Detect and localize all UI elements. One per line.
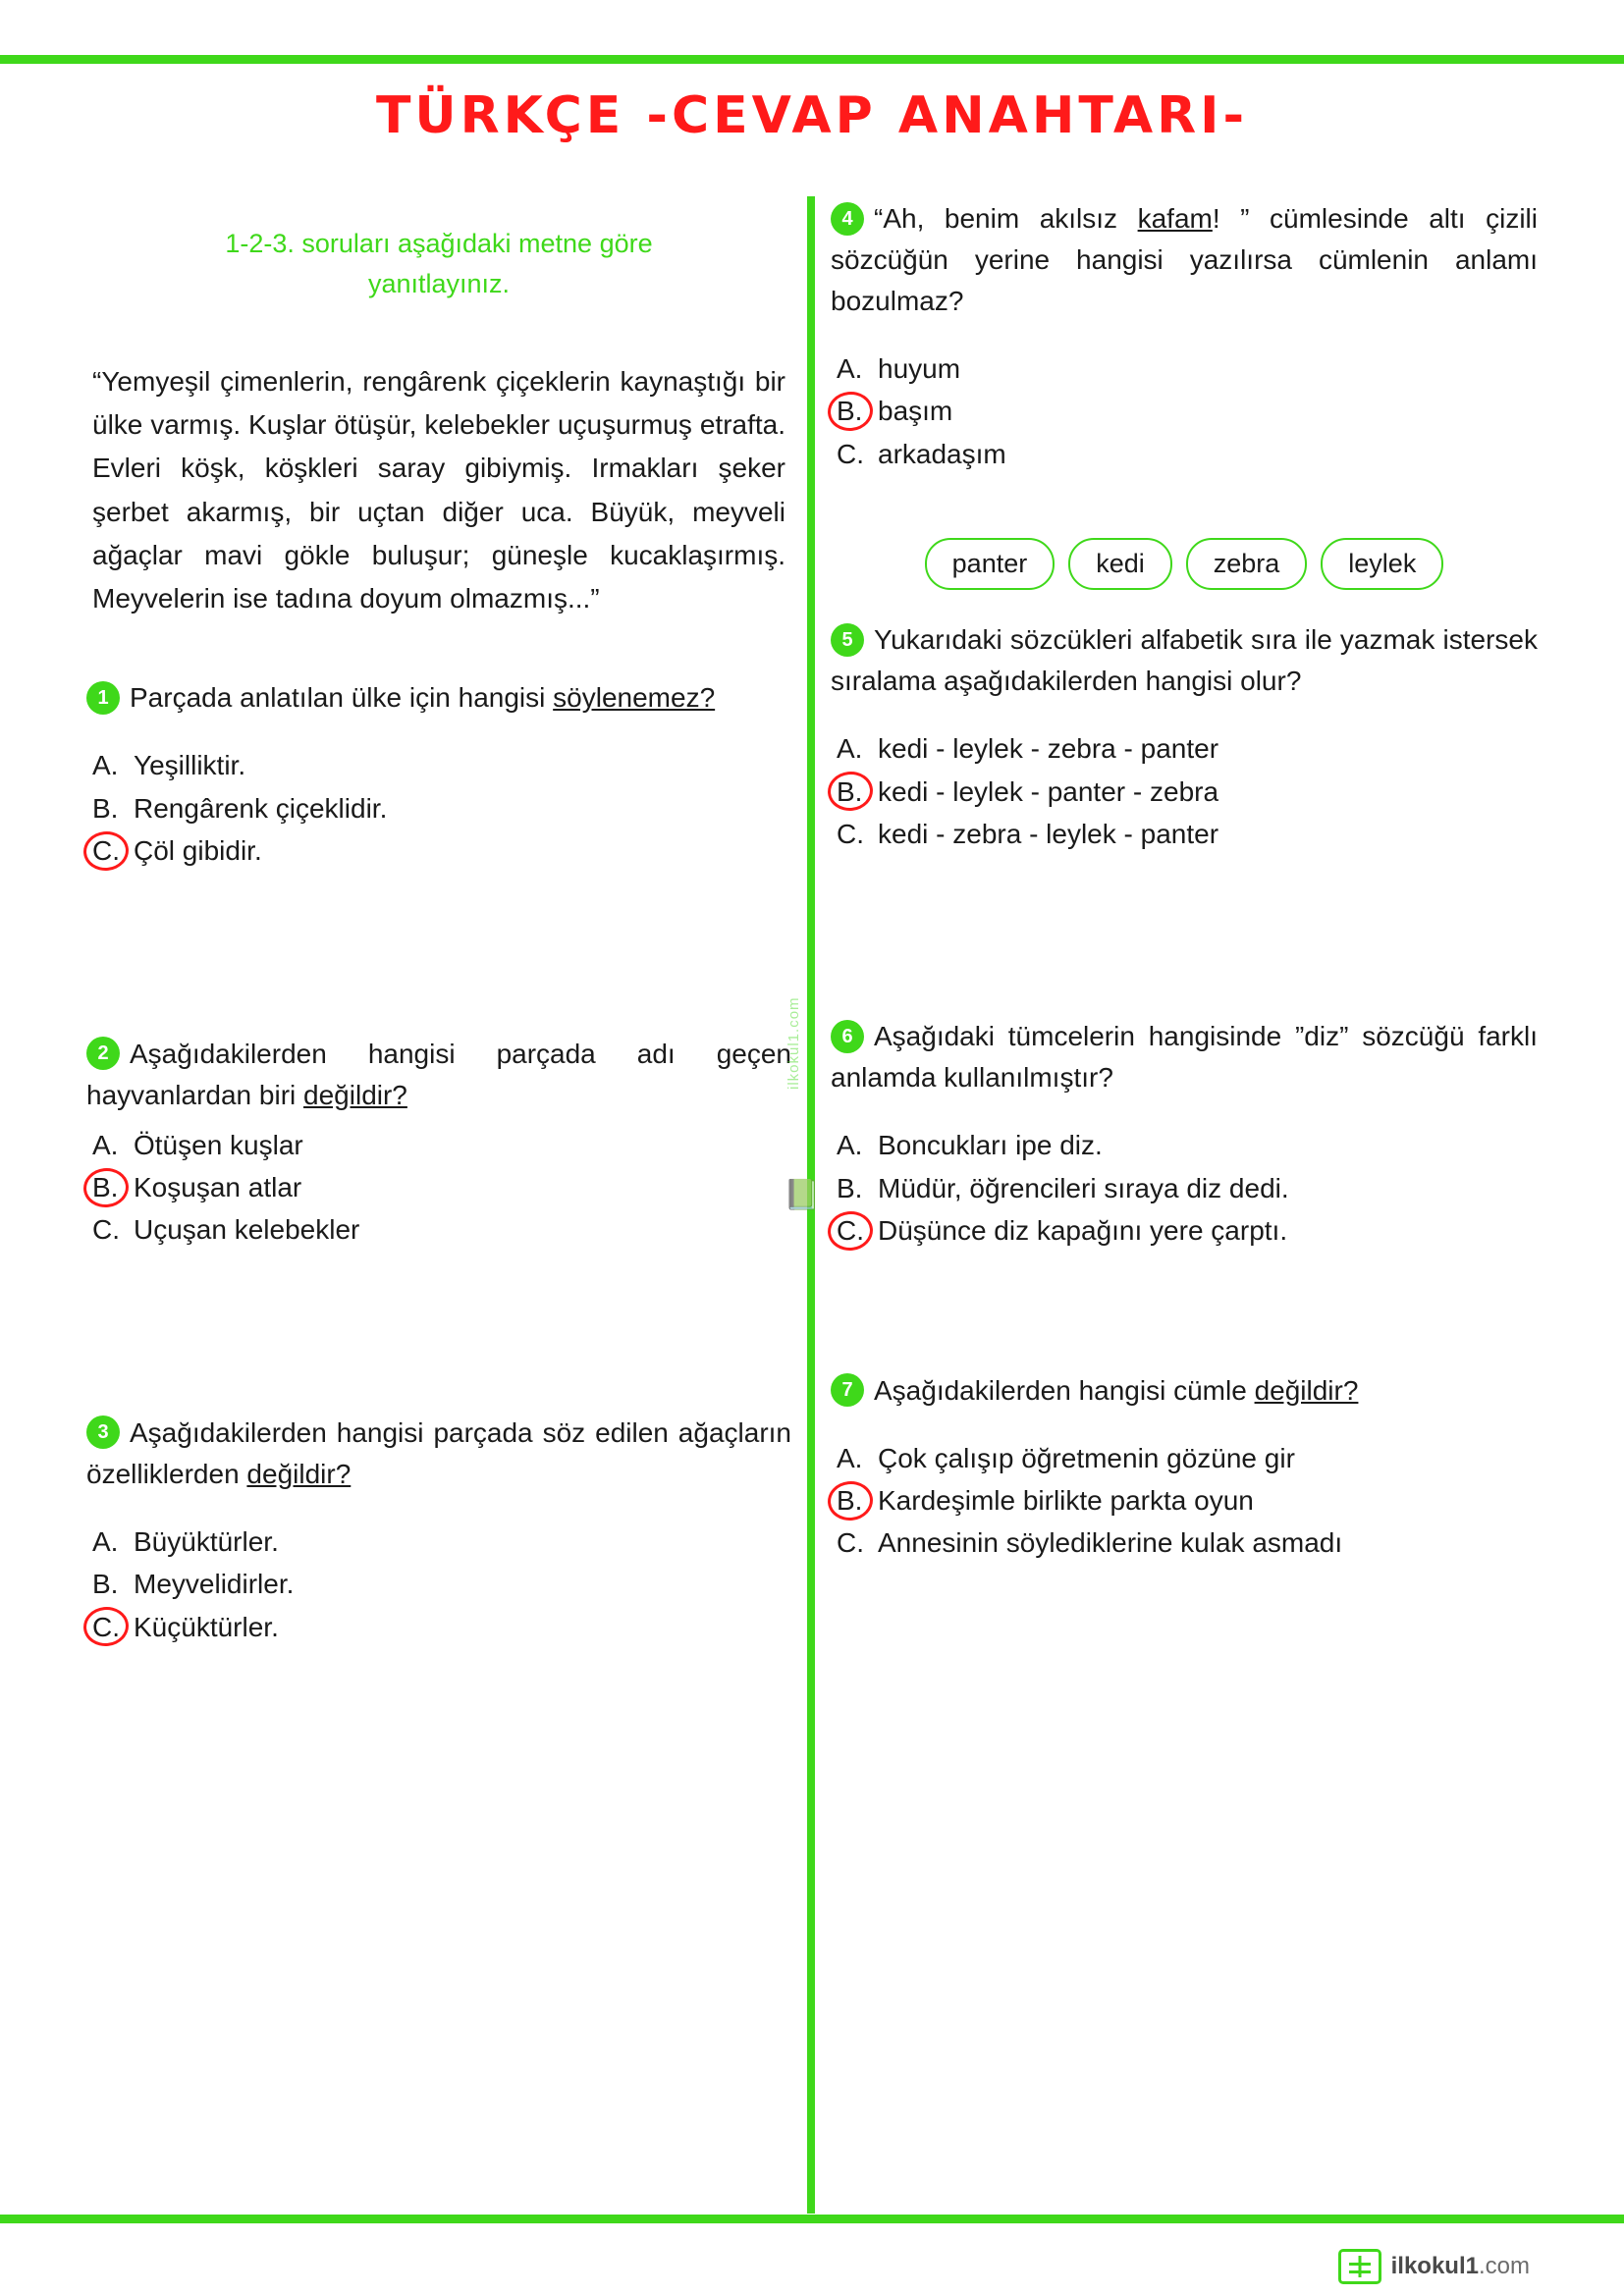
question-1-text: Parçada anlatılan ülke için hangisi [130,682,554,714]
option-3a-text: Büyüktürler. [134,1525,279,1557]
question-4 [831,198,1538,475]
option-7b-text: Kardeşimle birlikte parkta oyun [878,1484,1254,1516]
option-1a-letter: A. [92,750,119,781]
word-chip-panter: panter [925,538,1056,590]
option-1b-letter: B. [92,792,119,824]
instructions-text: 1-2-3. soruları aşağıdaki metne göre yanıtlayınız. [225,229,653,298]
question-2-number: 2 [86,1037,120,1070]
right-spacer-2 [831,1298,1538,1370]
question-2-prompt [86,1034,791,1116]
question-6-options [831,1124,1538,1252]
question-6-number: 6 [831,1020,864,1053]
option-6c-letter: C. [837,1209,878,1252]
option-2c[interactable] [86,1208,791,1251]
question-1 [86,677,791,872]
option-6b-letter: B. [837,1172,863,1203]
option-5a[interactable] [831,727,1538,770]
question-4-options [831,347,1538,475]
question-1-options [86,744,791,872]
option-1a[interactable] [86,744,791,786]
option-6b-text: Müdür, öğrencileri sıraya diz dedi. [878,1172,1289,1203]
option-1a-text: Yeşilliktir. [134,750,246,781]
option-1c-text: Çöl gibidir. [134,835,262,867]
option-5a-text: kedi - leylek - zebra - panter [878,733,1219,765]
question-7-number: 7 [831,1373,864,1407]
option-5b-letter: B. [837,771,878,813]
option-5c-letter: C. [837,818,864,849]
question-4-text: “Ah, benim akılsız [874,203,1138,234]
option-6a-letter: A. [837,1130,863,1161]
question-1-number: 1 [86,681,120,715]
question-5-options [831,727,1538,855]
option-4c-text: arkadaşım [878,438,1006,469]
question-7-text: Aşağıdakilerden hangisi cümle [874,1374,1255,1406]
option-1b[interactable] [86,787,791,829]
right-spacer-1 [831,900,1538,1016]
left-spacer-2 [86,1297,791,1413]
option-7b[interactable] [831,1479,1538,1522]
question-7-options [831,1437,1538,1565]
word-chip-list [831,538,1538,590]
option-2b[interactable] [86,1166,791,1208]
question-4-text-underlined: kafam [1137,203,1213,234]
footer-brand-text [1391,2253,1530,2280]
question-3 [86,1413,791,1648]
option-3b-text: Meyvelidirler. [134,1569,295,1600]
question-6-text: Aşağıdaki tümcelerin hangisinde ”diz” sözcüğü farklı anlamda kullanılmıştır? [831,1021,1538,1094]
question-3-text: Aşağıdakilerden hangisi parçada söz edilen ağaçların özelliklerden [86,1416,791,1489]
option-7a-text: Çok çalışıp öğretmenin gözüne gir [878,1442,1295,1473]
watermark-text: ilkokul1.com [785,996,802,1090]
open-book-icon [1338,2249,1381,2284]
footer-brand-domain: .com [1478,2253,1530,2279]
option-4b[interactable] [831,390,1538,432]
option-1c[interactable] [86,829,791,872]
option-4b-letter: B. [837,390,878,432]
question-3-number: 3 [86,1415,120,1449]
question-2-options [86,1124,791,1252]
watermark-book-icon: 📗 [784,1179,821,1211]
question-3-options [86,1521,791,1648]
option-6c-text: Düşünce diz kapağını yere çarptı. [878,1215,1288,1247]
option-3c[interactable] [86,1606,791,1648]
option-3c-text: Küçüktürler. [134,1611,279,1642]
question-5 [831,619,1538,855]
top-divider [0,55,1624,64]
option-5c-text: kedi - zebra - leylek - panter [878,818,1219,849]
option-2c-letter: C. [92,1214,120,1246]
option-4a-letter: A. [837,353,863,384]
option-2a[interactable] [86,1124,791,1166]
option-2b-letter: B. [92,1166,134,1208]
option-2a-text: Ötüşen kuşlar [134,1129,303,1160]
option-4c[interactable] [831,433,1538,475]
option-5a-letter: A. [837,733,863,765]
question-2-text-underlined: değildir? [303,1079,407,1110]
option-1c-letter: C. [92,829,134,872]
option-3a[interactable] [86,1521,791,1563]
right-column [831,198,1538,1610]
question-2-text: Aşağıdakilerden hangisi parçada adı geçen hayvanlardan biri [86,1038,791,1110]
option-5b-text: kedi - leylek - panter - zebra [878,775,1219,807]
footer-logo [1338,2249,1530,2284]
footer-brand-name: ilkokul1 [1390,2253,1479,2279]
question-7 [831,1370,1538,1565]
option-3b-letter: B. [92,1569,119,1600]
question-1-prompt [86,677,791,719]
word-chip-leylek: leylek [1321,538,1443,590]
page-title: TÜRKÇE -CEVAP ANAHTARI- [375,86,1249,145]
question-7-prompt [831,1370,1538,1412]
question-1-text-underlined: söylenemez? [553,682,716,714]
reading-passage: “Yemyeşil çimenlerin, rengârenk çiçeklerin kaynaştığı bir ülke varmış. Kuşlar ötüşür, kelebekler uçuşurmuş etrafta. Evleri köşk, köşkleri saray gibiymiş. Irmakları şeker şerbet akarmış, bir uçtan diğer uca. Büyük, meyveli ağaçlar mavi gökle buluşur; güneşle kucaklaşırmış. Meyvelerin ise tadına doyum olmazmış...” [92,366,785,614]
option-2c-text: Uçuşan kelebekler [134,1214,360,1246]
option-2b-text: Koşuşan atlar [134,1171,302,1202]
option-7c-text: Annesinin söylediklerine kulak asmadı [878,1527,1343,1559]
option-3b[interactable] [86,1563,791,1605]
bottom-divider [0,2215,1624,2223]
option-6a-text: Boncukları ipe diz. [878,1130,1103,1161]
option-7a-letter: A. [837,1442,863,1473]
word-chip-kedi: kedi [1068,538,1172,590]
option-3a-letter: A. [92,1525,119,1557]
question-4-number: 4 [831,202,864,236]
option-5b[interactable] [831,771,1538,813]
option-5c[interactable] [831,813,1538,855]
option-1b-text: Rengârenk çiçeklidir. [134,792,388,824]
option-3c-letter: C. [92,1606,134,1648]
word-chip-zebra: zebra [1186,538,1308,590]
question-4-text-end: ! ” cümlesinde altı çizili sözcüğün yerine hangisi yazılırsa cümlenin anlamı bozulmaz? [831,203,1538,316]
left-column [86,224,791,1693]
question-3-text-underlined: değildir? [246,1458,352,1489]
option-7b-letter: B. [837,1479,878,1522]
option-4c-letter: C. [837,438,864,469]
question-3-prompt [86,1413,791,1495]
option-7c-letter: C. [837,1527,864,1559]
question-5-number: 5 [831,623,864,657]
option-6c[interactable] [831,1209,1538,1252]
option-7c[interactable] [831,1522,1538,1564]
option-4a[interactable] [831,347,1538,390]
option-7a[interactable] [831,1437,1538,1479]
question-7-text-underlined: değildir? [1254,1374,1359,1406]
left-spacer-1 [86,918,791,1034]
option-4b-text: başım [878,396,953,427]
question-6 [831,1016,1538,1252]
question-6-prompt [831,1016,1538,1098]
question-5-prompt [831,619,1538,702]
question-4-prompt [831,198,1538,322]
option-6b[interactable] [831,1167,1538,1209]
option-6a[interactable] [831,1124,1538,1166]
question-2 [86,1034,791,1252]
option-2a-letter: A. [92,1129,119,1160]
option-4a-text: huyum [878,353,961,384]
question-5-text: Yukarıdaki sözcükleri alfabetik sıra ile yazmak istersek sıralama aşağıdakilerden hangisi olur? [831,624,1538,697]
